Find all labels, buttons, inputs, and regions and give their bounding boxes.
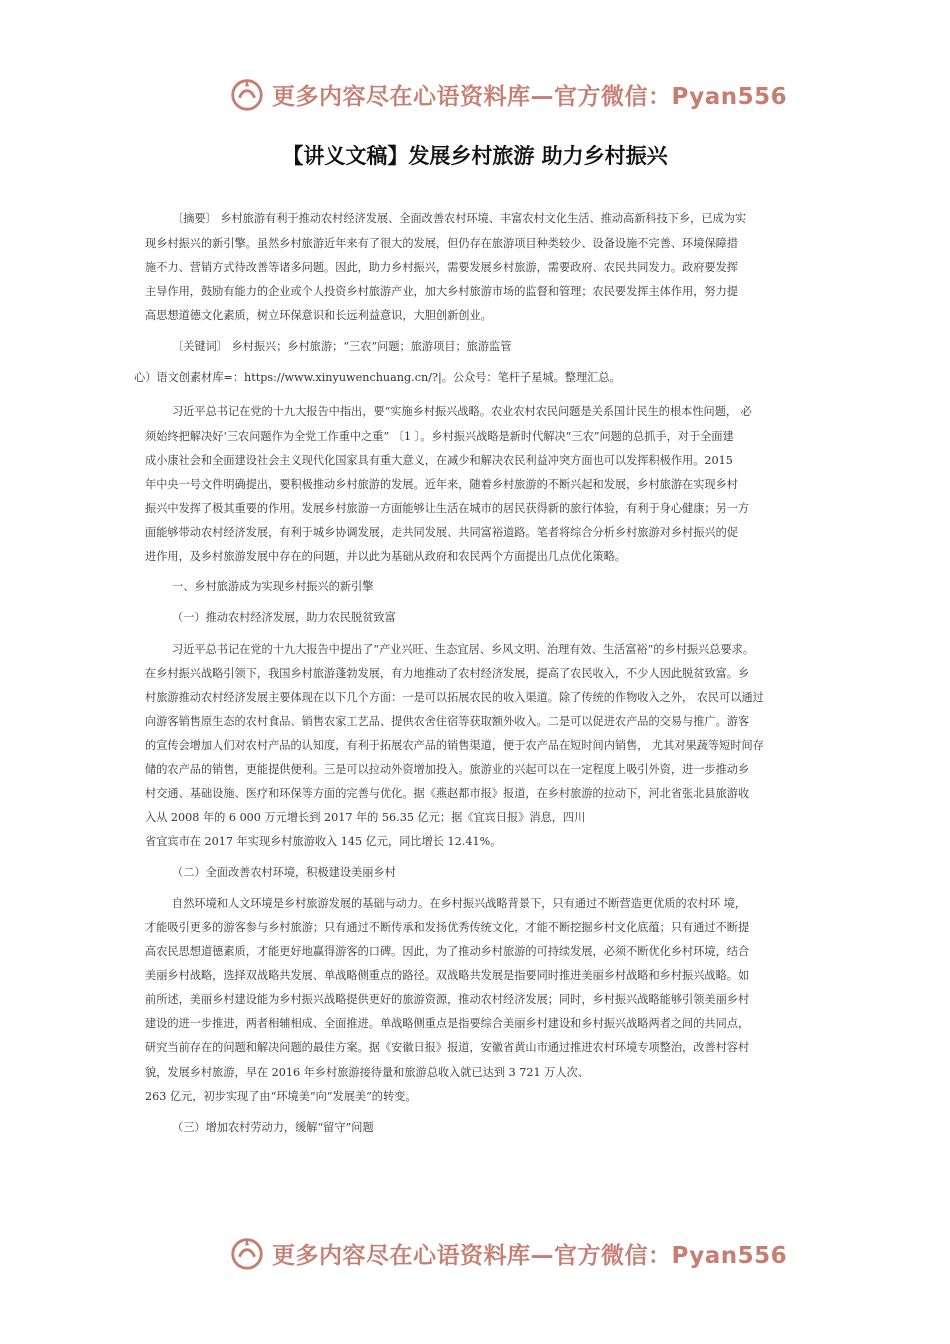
body-line: 貌，发展乡村旅游，早在 2016 年乡村旅游接待量和旅游总收入就已达到 3 721 万人次、 (145, 1066, 589, 1079)
body-line: 须始终把解决好‘三农问题作为全党工作重中之重” 〔1 〕。乡村振兴战略是新时代解决“三农”问题的总抓手，对于全面建 (145, 430, 734, 443)
body-line: 高思想道德文化素质，树立环保意识和长远利益意识，大胆创新创业。 (145, 309, 492, 322)
body-line: （三）增加农村劳动力，缓解“留守”问题 (172, 1121, 374, 1134)
body-line: 习近平总书记在党的十九大报告中提出了“产业兴旺、生态宜居、乡风文明、治理有效、生活富裕”的乡村振兴总要求。 (172, 643, 755, 656)
body-line: 高农民思想道德素质，才能更好地赢得游客的口碑。因此，为了推动乡村旅游的可持续发展，必须不断优化乡村环境，结合 (145, 945, 750, 958)
body-line: 年中央一号文件明确提出，要积极推动乡村旅游的发展。近年来，随着乡村旅游的不断兴起和发展，乡村旅游在实现乡村 (145, 478, 738, 491)
body-line: 建设的进一步推进，两者相辅相成、全面推进。单战略侧重点是指要综合美丽乡村建设和乡村振兴战略两者之间的共同点， (145, 1017, 750, 1030)
document-title: 【讲义文稿】发展乡村旅游 助力乡村振兴 (282, 144, 668, 168)
body-line: 储的农产品的销售，更能提供便利。三是可以拉动外资增加投入。旅游业的兴起可以在一定程度上吸引外资，进一步推动乡 (145, 763, 750, 776)
body-line: 〔关键词〕 乡村振兴；乡村旅游；“三农”问题；旅游项目；旅游监管 (172, 340, 512, 353)
body-line: 前所述，美丽乡村建设能为乡村振兴战略提供更好的旅游资源，推动农村经济发展；同时，乡村振兴战略能够引领美丽乡村 (145, 993, 750, 1006)
body-line: 施不力、营销方式待改善等诸多问题。因此，助力乡村振兴，需要发展乡村旅游，需要政府、农民共同发力。政府要发挥 (145, 261, 738, 274)
body-line: 村旅游推动农村经济发展主要体现在以下几个方面：一是可以拓展农民的收入渠道。除了传统的作物收入之外， 农民可以通过 (145, 691, 764, 704)
body-line: 研究当前存在的问题和解决问题的最佳方案。据《安徽日报》报道，安徽省黄山市通过推进农村环境专项整治，改善村容村 (145, 1041, 750, 1054)
body-line: （二）全面改善农村环境，积极建设美丽乡村 (172, 866, 396, 879)
header-banner (228, 74, 787, 114)
body-line: 一、乡村旅游成为实现乡村振兴的新引擎 (172, 580, 374, 593)
body-line: 村交通、基础设施、医疗和环保等方面的完善与优化。据《燕赵都市报》报道，在乡村旅游的拉动下，河北省张北县旅游收 (145, 787, 750, 800)
body-line: 进作用，及乡村旅游发展中存在的问题，并以此为基础从政府和农民两个方面提出几点优化策略。 (145, 550, 627, 563)
body-line: 美丽乡村战略，选择双战略共发展、单战略侧重点的路径。双战略共发展是指要同时推进美丽乡村战略和乡村振兴战略。如 (145, 969, 750, 982)
logo-icon (228, 1234, 266, 1272)
body-line: （一）推动农村经济发展，助力农民脱贫致富 (172, 611, 396, 624)
footer-banner (228, 1233, 787, 1273)
body-line: 振兴中发挥了极其重要的作用。发展乡村旅游一方面能够让生活在城市的居民获得新的旅行体验，有利于身心健康；另一方 (145, 502, 750, 515)
body-line: 习近平总书记在党的十九大报告中指出，要“实施乡村振兴战略。农业农村农民问题是关系国计民生的根本性问题， 必 (172, 405, 752, 418)
body-line: 心）语文创素材库=：https://www.xinyuwenchuang.cn/?|。公众号：笔杆子星城。整理汇总。 (134, 371, 621, 384)
body-line: 〔摘要〕 乡村旅游有利于推动农村经济发展、全面改善农村环境、丰富农村文化生活、推动高新科技下乡，已成为实 (172, 212, 747, 225)
body-line: 入从 2008 年的 6 000 万元增长到 2017 年的 56.35 亿元；据《宜宾日报》消息，四川 (145, 811, 586, 824)
footer-banner-text: 更多内容尽在心语资料库—官方微信：Pyan556 (272, 1242, 788, 1269)
body-line: 主导作用，鼓励有能力的企业或个人投资乡村旅游产业，加大乡村旅游市场的监督和管理；农民要发挥主体作用，努力提 (145, 285, 738, 298)
body-line: 现乡村振兴的新引擎。虽然乡村旅游近年来有了很大的发展，但仍存在旅游项目种类较少、设备设施不完善、环境保障措 (145, 237, 738, 250)
body-line: 263 亿元，初步实现了由“环境美”向“发展美”的转变。 (145, 1090, 417, 1103)
header-banner-text: 更多内容尽在心语资料库—官方微信：Pyan556 (272, 83, 788, 110)
body-line: 省宜宾市在 2017 年实现乡村旅游收入 145 亿元，同比增长 12.41%。 (145, 835, 502, 848)
logo-icon (228, 75, 266, 113)
body-line: 自然环境和人文环境是乡村旅游发展的基础与动力。在乡村振兴战略背景下，只有通过不断营造更优质的农村环 境， (172, 897, 747, 910)
body-line: 的宣传会增加人们对农村产品的认知度，有利于拓展农产品的销售渠道，便于农产品在短时间内销售， 尤其对果蔬等短时间存 (145, 739, 764, 752)
body-line: 才能吸引更多的游客参与乡村旅游；只有通过不断传承和发扬优秀传统文化，才能不断挖掘乡村文化底蕴；只有通过不断提 (145, 921, 750, 934)
body-line: 向游客销售原生态的农村食品、销售农家工艺品、提供农舍住宿等获取额外收入。二是可以促进农产品的交易与推广。游客 (145, 715, 750, 728)
body-line: 在乡村振兴战略引领下，我国乡村旅游蓬勃发展，有力地推动了农村经济发展，提高了农民收入，不少人因此脱贫致富。乡 (145, 667, 750, 680)
body-line: 面能够带动农村经济发展，有利于城乡协调发展，走共同发展、共同富裕道路。笔者将综合分析乡村旅游对乡村振兴的促 (145, 526, 738, 539)
body-line: 成小康社会和全面建设社会主义现代化国家具有重大意义，在减少和解决农民利益冲突方面也可以发挥积极作用。2015 (145, 454, 733, 467)
